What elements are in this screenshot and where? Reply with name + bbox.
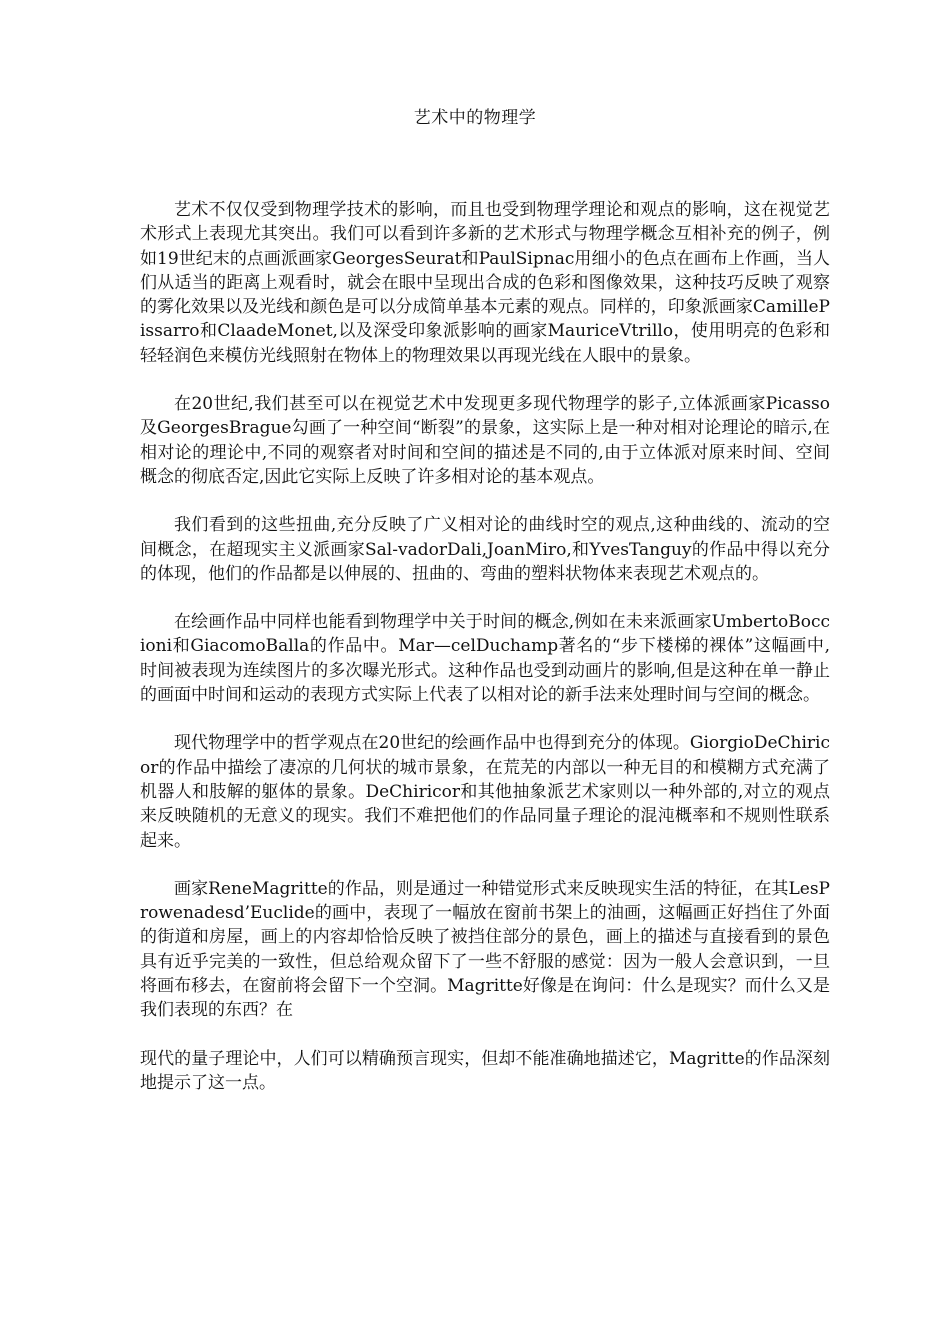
- document-title: 艺术中的物理学: [413, 108, 537, 128]
- paragraph-7: 现代的量子理论中，人们可以精确预言现实，但却不能准确地描述它，Magritte的作品深刻地提示了这一点。: [140, 1048, 830, 1093]
- paragraph-4: 在绘画作品中同样也能看到物理学中关于时间的概念,例如在未来派画家UmbertoBoccioni和GiacomoBalla的作品中。Mar—celDuchamp著名的“步下楼梯的裸体”这幅画中,时间被表现为连续图片的多次曝光形式。这种作品也受到动画片的影响,但是这种在单一静止的画面中时间和运动的表现方式实际上代表了以相对论的新手法来处理时间与空间的概念。: [140, 612, 830, 706]
- paragraph-5: 现代物理学中的哲学观点在20世纪的绘画作品中也得到充分的体现。GiorgioDeChiricor的作品中描绘了凄凉的几何状的城市景象，在荒芜的内部以一种无目的和模糊方式充满了机器人和肢解的躯体的景象。DeChiricor和其他抽象派艺术家则以一种外部的,对立的观点来反映随机的无意义的现实。我们不难把他们的作品同量子理论的混沌概率和不规则性联系起来。: [140, 733, 830, 851]
- paragraph-3: 我们看到的这些扭曲,充分反映了广义相对论的曲线时空的观点,这种曲线的、流动的空间概念，在超现实主义派画家Sal-vadorDali,JoanMiro,和YvesTanguy的作品中得以充分的体现，他们的作品都是以伸展的、扭曲的、弯曲的塑料状物体来表现艺术观点的。: [140, 515, 830, 584]
- paragraph-6: 画家ReneMagritte的作品，则是通过一种错觉形式来反映现实生活的特征，在其LesProwenadesd’Euclide的画中，表现了一幅放在窗前书架上的油画，这幅画正好挡住了外面的街道和房屋，画上的内容却恰恰反映了被挡住部分的景色，画上的描述与直接看到的景色具有近乎完美的一致性，但总给观众留下了一些不舒服的感觉：因为一般人会意识到，一旦将画布移去，在窗前将会留下一个空洞。Magritte好像是在询问：什么是现实？而什么又是我们表现的东西？在: [140, 878, 830, 1021]
- paragraph-1: 艺术不仅仅受到物理学技术的影响，而且也受到物理学理论和观点的影响，这在视觉艺术形式上表现尤其突出。我们可以看到许多新的艺术形式与物理学概念互相补充的例子，例如19世纪末的点画派画家GeorgesSeurat和PaulSipnac用细小的色点在画布上作画，当人们从适当的距离上观看时，就会在眼中呈现出合成的色彩和图像效果，这种技巧反映了观察的雾化效果以及光线和颜色是可以分成简单基本元素的观点。同样的，印象派画家CamillePissarro和ClaadeMonet,以及深受印象派影响的画家MauriceVtrillo，使用明亮的色彩和轻轻润色来模仿光线照射在物体上的物理效果以再现光线在人眼中的景象。: [140, 200, 830, 366]
- document-body: [140, 198, 830, 1119]
- paragraph-2: 在20世纪,我们甚至可以在视觉艺术中发现更多现代物理学的影子,立体派画家Picasso及GeorgesBrague勾画了一种空间“断裂”的景象，这实际上是一种对相对论理论的暗示,在相对论的理论中,不同的观察者对时间和空间的描述是不同的,由于立体派对原来时间、空间概念的彻底否定,因此它实际上反映了许多相对论的基本观点。: [140, 394, 830, 487]
